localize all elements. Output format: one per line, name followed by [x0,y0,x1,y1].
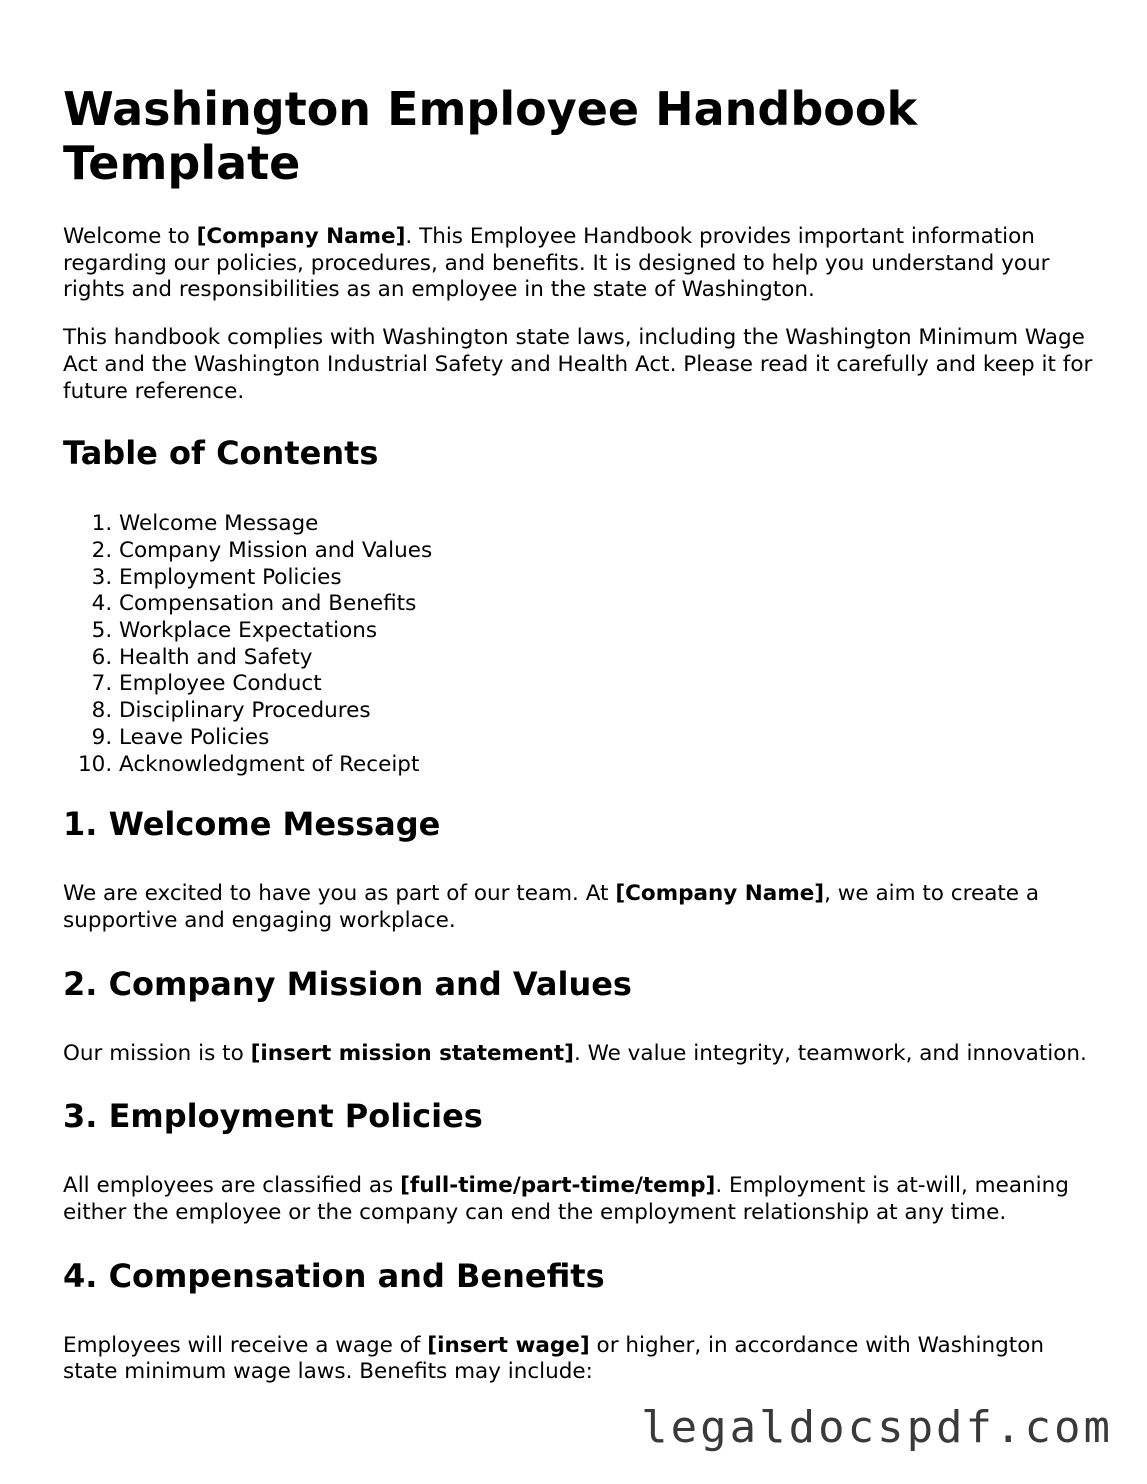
section-text-after: , we aim to create a supportive and engaging workplace. [63,881,1040,933]
section-heading-mission: 2. Company Mission and Values [63,964,632,1003]
section-placeholder: [insert wage] [427,1332,590,1358]
toc-item: 6. Health and Safety [119,645,1093,672]
intro-paragraph-2: This handbook complies with Washington state laws, including the Washington Minimum Wage Act and the Washington Industrial Safety and Health Act. Please read it carefully and keep it for future reference. [63,325,1093,404]
section-paragraph-employment [63,1173,1093,1226]
toc-item: 9. Leave Policies [119,725,1093,752]
toc-item: 7. Employee Conduct [119,671,1093,698]
section-paragraph-mission [63,1041,1093,1068]
section-text-before: Our mission is to [63,1040,251,1066]
intro-text-after: . This Employee Handbook provides important information regarding our policies, procedures, and benefits. It is designed to help you understand your rights and responsibilities as an employee in the state of Washington. [63,224,1050,303]
section-text-before: We are excited to have you as part of our team. At [63,881,616,907]
section-text-after: . We value integrity, teamwork, and innovation. [573,1040,1087,1066]
document-page [63,82,1093,1407]
section-paragraph-welcome [63,881,1093,934]
toc-item: 2. Company Mission and Values [119,538,1093,565]
section-placeholder: [insert mission statement] [250,1040,574,1066]
toc-item: 1. Welcome Message [119,511,1093,538]
document-title: Washington Employee Handbook Template [63,82,918,190]
intro-paragraph-1 [63,224,1093,304]
section-heading-compensation: 4. Compensation and Benefits [63,1256,605,1295]
toc-list [63,511,1093,778]
section-heading-employment: 3. Employment Policies [63,1097,483,1136]
toc-item: 10. Acknowledgment of Receipt [119,752,1093,779]
toc-item: 4. Compensation and Benefits [119,591,1093,618]
section-heading-welcome: 1. Welcome Message [63,805,441,844]
section-placeholder: [Company Name] [615,881,825,907]
company-name-placeholder: [Company Name] [196,224,406,249]
toc-item: 3. Employment Policies [119,565,1093,592]
toc-heading: Table of Contents [63,434,379,473]
section-text-before: All employees are classified as [63,1173,401,1199]
section-placeholder: [full-time/part-time/temp] [400,1173,716,1199]
toc-item: 8. Disciplinary Procedures [119,698,1093,725]
watermark: legaldocspdf.com [641,1402,1113,1453]
intro-text-before: Welcome to [63,224,197,249]
section-text-before: Employees will receive a wage of [63,1332,428,1358]
section-text-after: . Employment is at-will, meaning either the employee or the company can end the employment relationship at any time. [63,1173,1069,1226]
toc-item: 5. Workplace Expectations [119,618,1093,645]
section-text-after: or higher, in accordance with Washington state minimum wage laws. Benefits may include: [63,1332,1044,1385]
section-paragraph-compensation [63,1333,1093,1386]
